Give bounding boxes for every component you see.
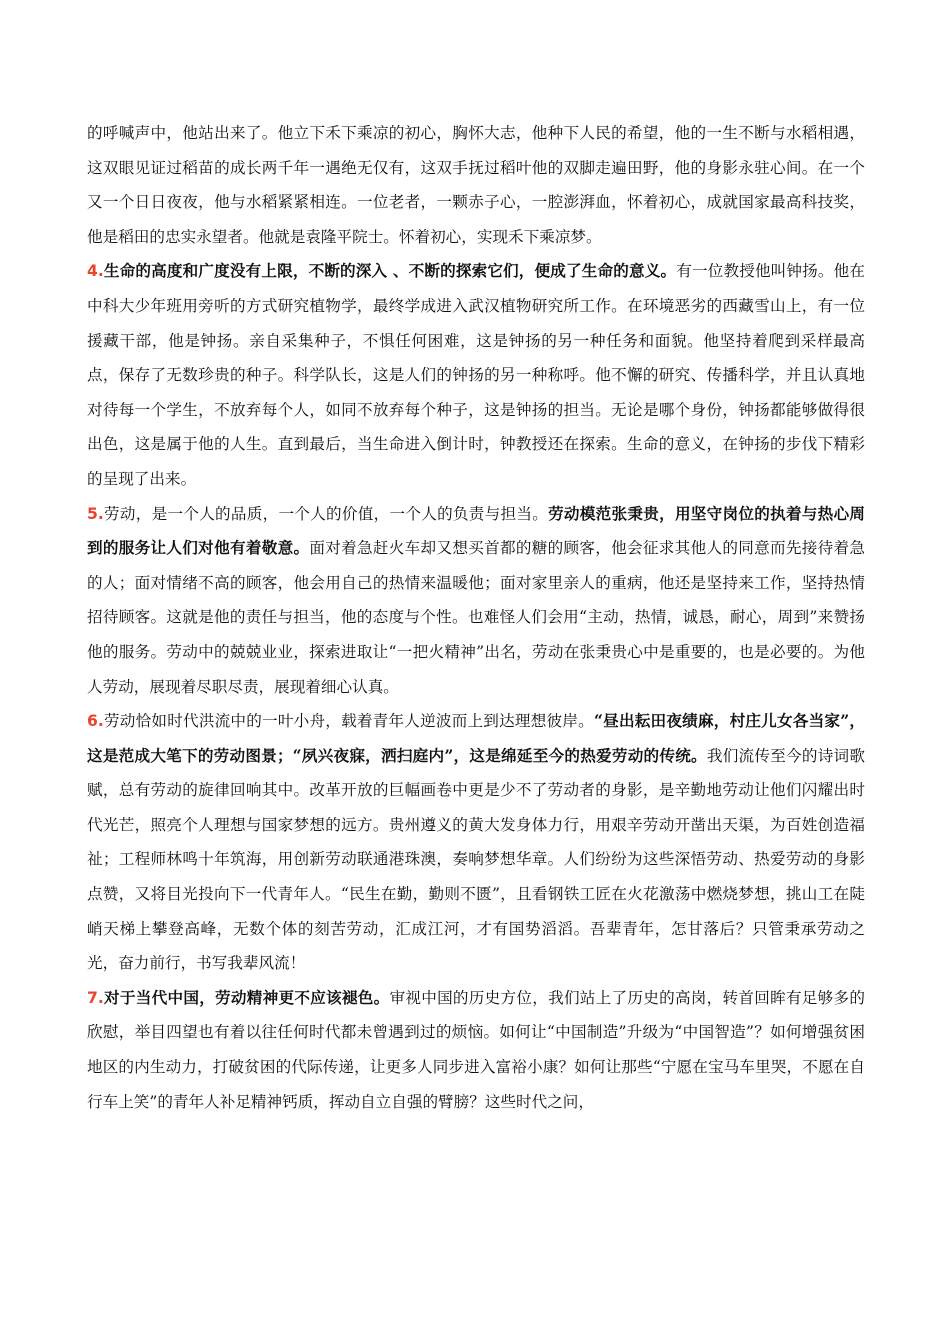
paragraph-7 [87,981,865,1119]
paragraph-bold-middle: “昼出耘田夜绩麻，村庄儿女各当家”，这是范成大笔下的劳动图景；“夙兴夜寐，洒扫庭内”，这是绵延至今的热爱劳动的传统。 [87,711,865,765]
paragraph-number: 4. [87,262,104,281]
paragraph-6 [87,704,865,981]
paragraph-text-rest: 我们流传至今的诗词歌赋，总有劳动的旋律回响其中。改革开放的巨幅画卷中更是少不了劳动者的身影，是辛勤地劳动让他们闪耀出时代光芒，照亮个人理想与国家梦想的远方。贵州遵义的黄大发身体力行，用艰辛劳动开凿出天渠，为百姓创造福祉；工程师林鸣十年筑海，用创新劳动联通港珠澳，奏响梦想华章。人们纷纷为这些深悟劳动、热爱劳动的身影点赞，又将目光投向下一代青年人。“民生在勤，勤则不匮”，且看钢铁工匠在火花激荡中燃烧梦想，挑山工在陡峭天梯上攀登高峰，无数个体的刻苦劳动，汇成江河，才有国势滔滔。吾辈青年，怎甘落后？只管秉承劳动之光，奋力前行，书写我辈风流！ [87,746,865,973]
document-body [87,116,865,1119]
paragraph-bold-lead: 生命的高度和广度没有上限，不断的深入 、不断的探索它们，便成了生命的意义。 [103,261,677,281]
paragraph-text: 劳动，是一个人的品质，一个人的价值，一个人的负责与担当。 [103,504,549,523]
paragraph-4 [87,254,865,496]
paragraph-continued [87,116,865,254]
paragraph-text: 的呼喊声中，他站出来了。他立下禾下乘凉的初心，胸怀大志，他种下人民的希望，他的一生不断与水稻相遇，这双眼见证过稻苗的成长两千年一遇绝无仅有，这双手抚过稻叶他的双脚走遍田野，他的身影永驻心间。在一个又一个日日夜夜，他与水稻紧紧相连。一位老者，一颗赤子心，一腔澎湃血，怀着初心，成就国家最高科技奖，他是稻田的忠实永望者。他就是袁隆平院士。怀着初心，实现禾下乘凉梦。 [87,124,865,246]
paragraph-number: 7. [87,988,104,1007]
paragraph-bold-middle: 劳动模范张秉贵，用坚守岗位的执着与热心周到的服务让人们对他有着敬意。 [87,503,865,558]
paragraph-number: 6. [87,712,104,731]
paragraph-text: 有一位教授他叫钟扬。他在中科大少年班用旁听的方式研究植物学，最终学成进入武汉植物研究所工作。在环境恶劣的西藏雪山上，有一位援藏干部，他是钟扬。亲自采集种子，不惧任何困难，这是钟扬的另一种任务和面貌。他坚持着爬到采样最高点，保存了无数珍贵的种子。科学队长，这是人们的钟扬的另一种称呼。他不懈的研究、传播科学，并且认真地对待每一个学生，不放弃每个人，如同不放弃每个种子，这是钟扬的担当。无论是哪个身份，钟扬都能够做得很出色，这是属于他的人生。直到最后，当生命进入倒计时，钟教授还在探索。生命的意义，在钟扬的步伐下精彩的呈现了出来。 [87,262,865,488]
paragraph-number: 5. [87,504,104,523]
paragraph-text: 审视中国的历史方位，我们站上了历史的高岗，转首回眸有足够多的欣慰，举目四望也有着以往任何时代都未曾遇到过的烦恼。如何让“中国制造”升级为“中国智造”？如何增强贫困地区的内生动力，打破贫困的代际传递，让更多人同步进入富裕小康？如何让那些“宁愿在宝马车里哭，不愿在自行车上笑”的青年人补足精神钙质，挥动自立自强的臂膀？这些时代之问， [87,988,865,1111]
paragraph-text: 劳动恰如时代洪流中的一叶小舟，载着青年人逆波而上到达理想彼岸。 [103,712,594,731]
paragraph-bold-lead: 对于当代中国，劳动精神更不应该褪色。 [103,987,390,1007]
paragraph-text-rest: 面对着急赶火车却又想买首都的糖的顾客，他会征求其他人的同意而先接待着急的人；面对情绪不高的顾客，他会用自己的热情来温暖他；面对家里亲人的重病，他还是坚持来工作，坚持热情招待顾客。这就是他的责任与担当，他的态度与个性。也难怪人们会用“主动，热情，诚恳，耐心，周到”来赞扬他的服务。劳动中的兢兢业业，探索进取让“一把火精神”出名，劳动在张秉贵心中是重要的，也是必要的。为他人劳动，展现着尽职尽责，展现着细心认真。 [87,539,865,696]
paragraph-5 [87,497,865,705]
